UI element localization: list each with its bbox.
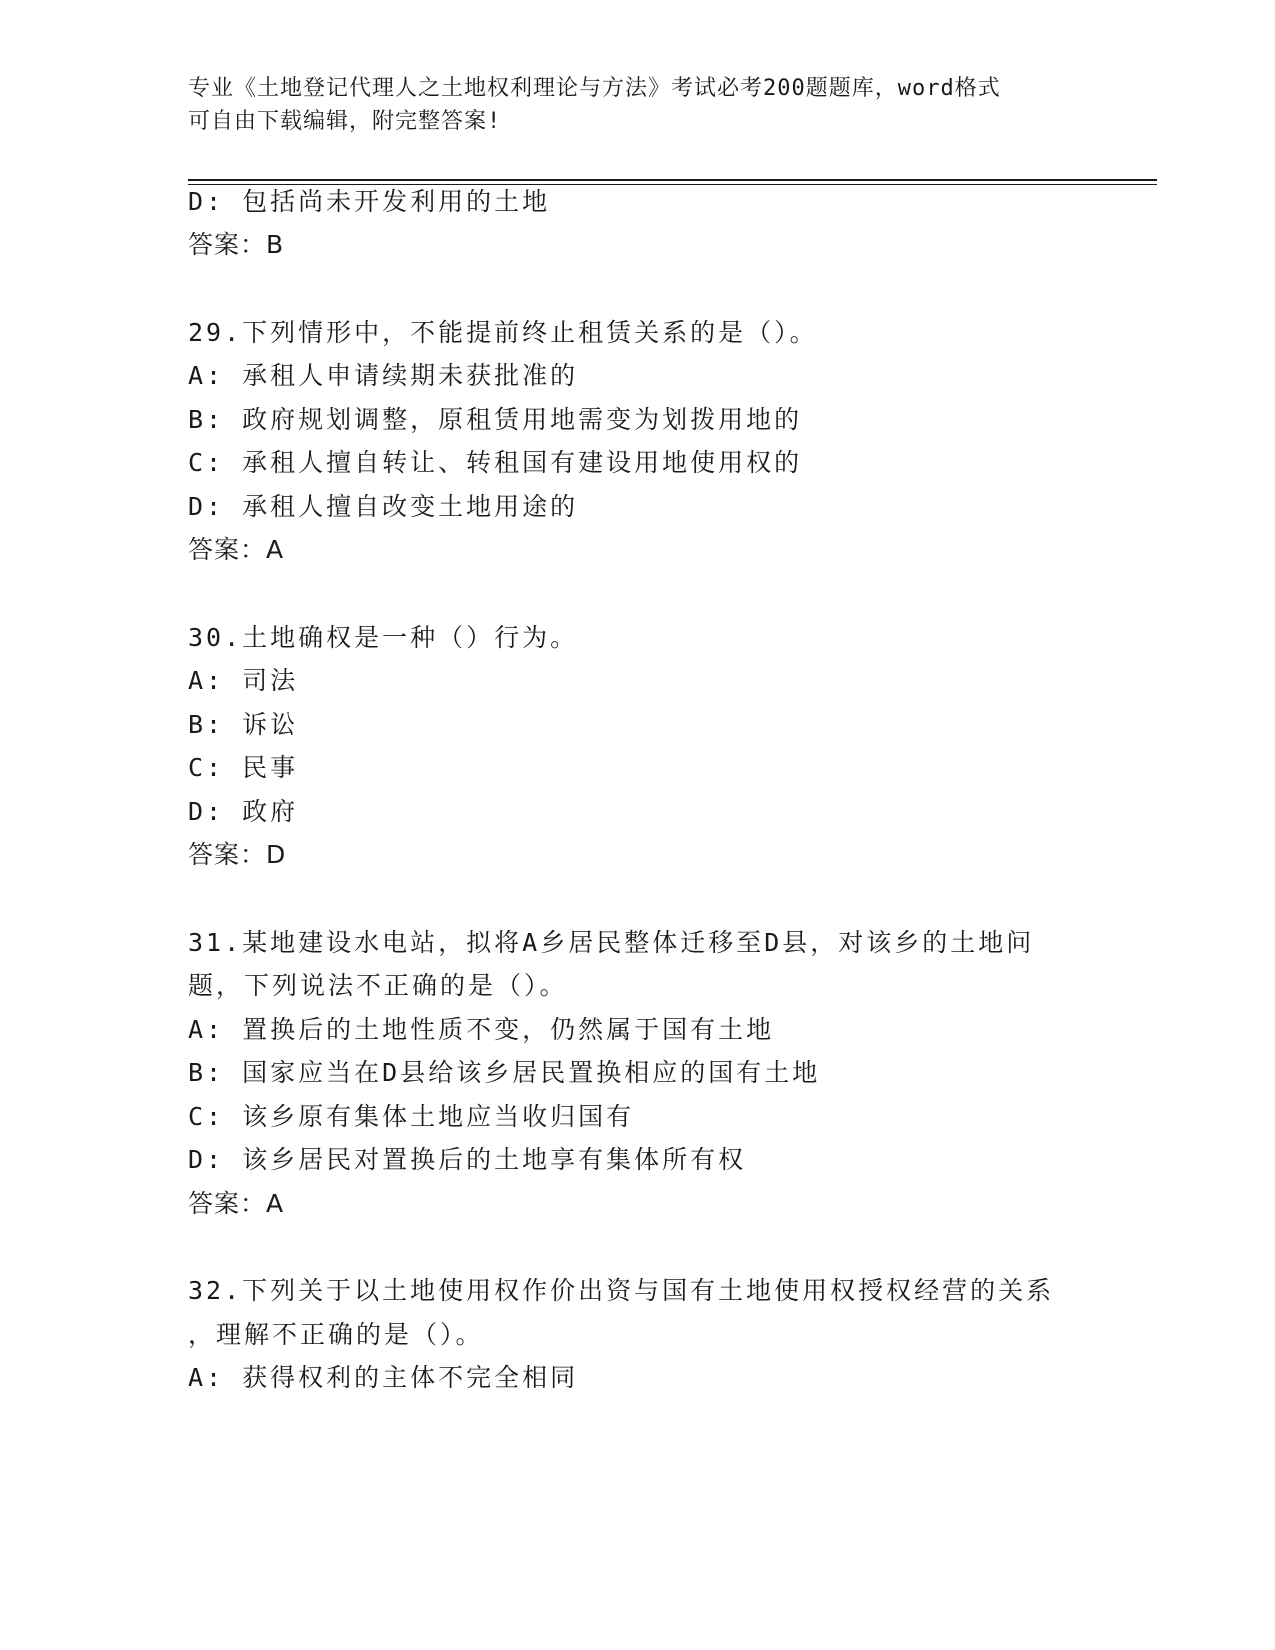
option-a: A: 获得权利的主体不完全相同 — [188, 1363, 579, 1392]
header-line-1: 专业《土地登记代理人之土地权利理论与方法》考试必考200题题库，word格式 — [188, 76, 1001, 101]
answer: 答案：A — [188, 535, 285, 564]
option-b: B: 诉讼 — [188, 710, 299, 739]
header-line-2: 可自由下载编辑，附完整答案! — [188, 109, 502, 134]
option-c: C: 民事 — [188, 753, 299, 782]
document-header — [188, 72, 1088, 138]
question-stem-line-1: 31.某地建设水电站，拟将A乡居民整体迁移至D县，对该乡的土地问 — [188, 928, 1035, 957]
option-a: A: 置换后的土地性质不变，仍然属于国有土地 — [188, 1015, 775, 1044]
answer: 答案：D — [188, 840, 287, 869]
option-d: D: 政府 — [188, 797, 299, 826]
header-divider-thick — [188, 179, 1157, 181]
question-stem: 30.土地确权是一种（）行为。 — [188, 623, 579, 652]
option-b: B: 政府规划调整，原租赁用地需变为划拨用地的 — [188, 405, 803, 434]
option-c: C: 承租人擅自转让、转租国有建设用地使用权的 — [188, 448, 803, 477]
prev-option-d: D: 包括尚未开发利用的土地 — [188, 187, 551, 216]
option-d: D: 该乡居民对置换后的土地享有集体所有权 — [188, 1145, 747, 1174]
header-divider-thin — [188, 184, 1157, 185]
question-stem-line-2: 题，下列说法不正确的是（）。 — [188, 971, 568, 1000]
option-a: A: 承租人申请续期未获批准的 — [188, 361, 579, 390]
question-stem-line-1: 32.下列关于以土地使用权作价出资与国有土地使用权授权经营的关系 — [188, 1276, 1055, 1305]
question-stem-line-2: ，理解不正确的是（）。 — [188, 1320, 484, 1349]
option-a: A: 司法 — [188, 666, 299, 695]
answer: 答案：A — [188, 1189, 285, 1218]
option-d: D: 承租人擅自改变土地用途的 — [188, 492, 579, 521]
option-c: C: 该乡原有集体土地应当收归国有 — [188, 1102, 635, 1131]
option-b: B: 国家应当在D县给该乡居民置换相应的国有土地 — [188, 1058, 821, 1087]
question-stem: 29.下列情形中，不能提前终止租赁关系的是（）。 — [188, 318, 818, 347]
prev-answer: 答案：B — [188, 230, 285, 259]
